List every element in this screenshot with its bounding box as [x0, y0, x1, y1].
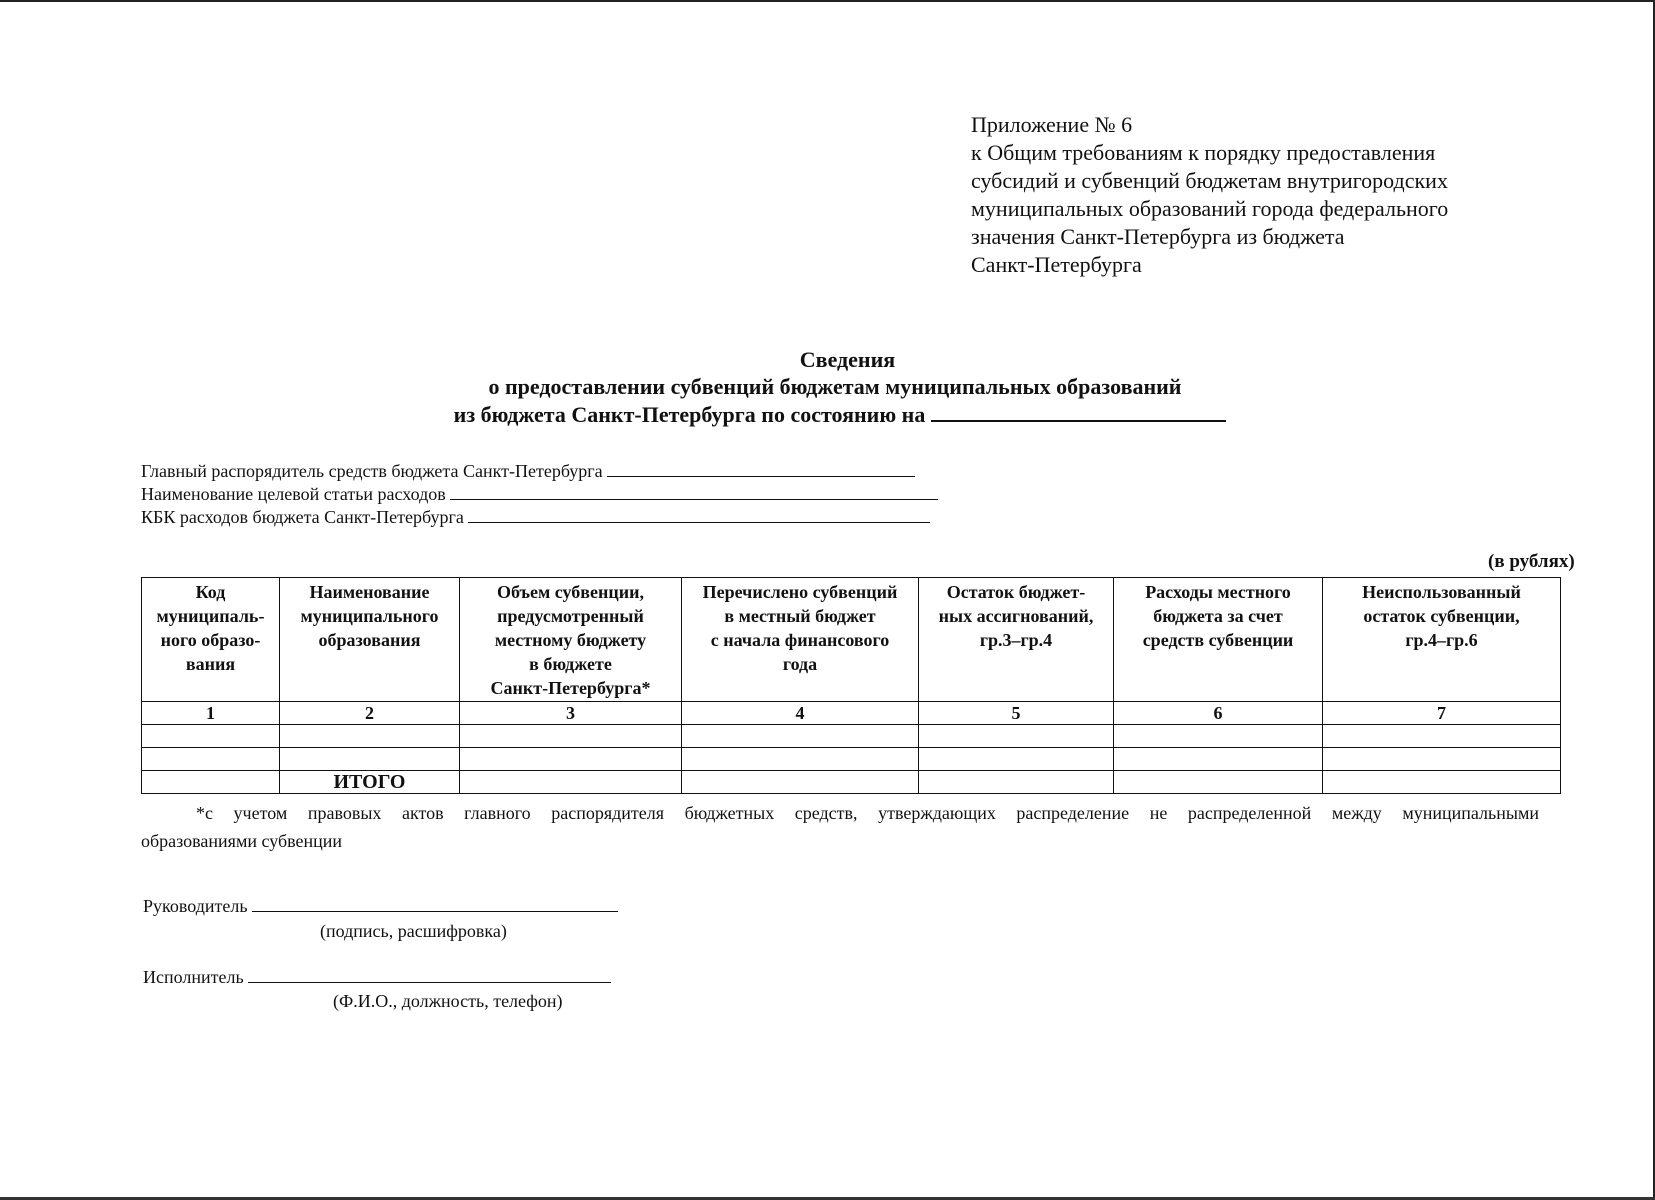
table-cell[interactable] — [682, 725, 919, 748]
table-cell[interactable] — [142, 725, 280, 748]
date-blank[interactable] — [931, 400, 1226, 422]
header-text: гр.3–гр.4 — [979, 630, 1053, 650]
appendix-line: субсидий и субвенций бюджетам внутригородских — [971, 168, 1448, 193]
table-cell[interactable] — [1114, 725, 1323, 748]
table-row — [142, 725, 1561, 748]
header-text: вания — [185, 654, 236, 674]
header-text: муниципаль- — [156, 606, 265, 626]
header-text: в бюджете — [529, 654, 612, 674]
table-cell[interactable] — [142, 748, 280, 771]
header-text: местному бюджету — [494, 630, 647, 650]
header-unused-remainder — [1323, 578, 1561, 702]
total-label: ИТОГО — [280, 771, 460, 794]
table-cell[interactable] — [142, 771, 280, 794]
head-signature — [143, 895, 618, 917]
table-header-row — [142, 578, 1561, 702]
header-text: предусмотренный — [497, 606, 644, 626]
header-fields — [141, 460, 938, 529]
appendix-line: к Общим требованиям к порядку предоставления — [971, 140, 1436, 165]
appendix-line: Санкт-Петербурга — [971, 252, 1142, 277]
title-line-2: о предоставлении субвенций бюджетам муниципальных образований — [488, 374, 1182, 399]
table-cell[interactable] — [460, 725, 682, 748]
header-text: муниципального — [300, 606, 439, 626]
header-text: Неиспользованный — [1362, 582, 1521, 602]
total-cell[interactable] — [919, 771, 1114, 794]
header-text: в местный бюджет — [724, 606, 876, 626]
header-text: года — [782, 654, 818, 674]
title-line-3 — [0, 400, 1655, 428]
table-cell[interactable] — [919, 748, 1114, 771]
header-subvention-volume — [460, 578, 682, 702]
scan-edge-top — [0, 0, 1655, 2]
footnote-line-2: образованиями субвенции — [141, 831, 343, 851]
header-text: Санкт-Петербурга* — [490, 678, 651, 698]
header-municipality-name — [280, 578, 460, 702]
header-text: ных ассигнований, — [938, 606, 1094, 626]
header-text: Наименование — [309, 582, 430, 602]
header-text: Остаток бюджет- — [946, 582, 1086, 602]
table-cell[interactable] — [1114, 748, 1323, 771]
table-cell[interactable] — [919, 725, 1114, 748]
appendix-line: муниципальных образований города федерального — [971, 196, 1449, 221]
appendix-line: Приложение № 6 — [971, 112, 1133, 137]
header-text: остаток субвенции, — [1363, 606, 1520, 626]
head-signature-blank[interactable] — [252, 895, 618, 912]
column-number-row — [142, 702, 1561, 725]
subvention-table — [141, 577, 1561, 794]
field-kbk-blank[interactable] — [468, 506, 930, 523]
table-cell[interactable] — [280, 748, 460, 771]
title-line-3-text: из бюджета Санкт-Петербурга по состоянию на — [453, 402, 926, 427]
header-text: средств субвенции — [1142, 630, 1294, 650]
header-municipality-code — [142, 578, 280, 702]
field-kbk — [141, 506, 938, 529]
header-text: образования — [318, 630, 421, 650]
field-target-article-blank[interactable] — [450, 483, 938, 500]
header-transferred — [682, 578, 919, 702]
total-cell[interactable] — [460, 771, 682, 794]
field-target-article — [141, 483, 938, 506]
table-cell[interactable] — [1323, 725, 1561, 748]
header-text: Расходы местного — [1145, 582, 1291, 602]
field-main-manager — [141, 460, 938, 483]
header-remaining-allocations — [919, 578, 1114, 702]
table-cell[interactable] — [280, 725, 460, 748]
total-cell[interactable] — [1323, 771, 1561, 794]
document-title — [0, 346, 1655, 428]
header-text: ного образо- — [160, 630, 261, 650]
header-text: с начала финансового — [710, 630, 890, 650]
column-number: 7 — [1323, 702, 1561, 725]
column-number: 6 — [1114, 702, 1323, 725]
column-number: 3 — [460, 702, 682, 725]
units-label: (в рублях) — [1488, 551, 1575, 572]
table-cell[interactable] — [682, 748, 919, 771]
executor-signature — [143, 966, 611, 988]
header-local-expenses — [1114, 578, 1323, 702]
field-main-manager-label: Главный распорядитель средств бюджета Санкт-Петербурга — [141, 461, 603, 481]
table-cell[interactable] — [1323, 748, 1561, 771]
total-cell[interactable] — [682, 771, 919, 794]
head-caption: (подпись, расшифровка) — [320, 921, 507, 941]
title-line-1: Сведения — [799, 347, 896, 372]
header-text: Объем субвенции, — [496, 582, 644, 602]
total-cell[interactable] — [1114, 771, 1323, 794]
executor-signature-blank[interactable] — [248, 966, 611, 983]
executor-label: Исполнитель — [143, 967, 244, 987]
header-text: Код — [195, 582, 226, 602]
table-row — [142, 748, 1561, 771]
header-text: бюджета за счет — [1153, 606, 1283, 626]
header-text: гр.4–гр.6 — [1405, 630, 1478, 650]
column-number: 1 — [142, 702, 280, 725]
total-row — [142, 771, 1561, 794]
field-target-article-label: Наименование целевой статьи расходов — [141, 484, 446, 504]
field-kbk-label: КБК расходов бюджета Санкт-Петербурга — [141, 507, 464, 527]
field-main-manager-blank[interactable] — [607, 460, 915, 477]
appendix-line: значения Санкт-Петербурга из бюджета — [971, 224, 1345, 249]
footnote-line-1: *с учетом правовых актов главного распорядителя бюджетных средств, утверждающих распределение не распределенной между муниципальными — [196, 803, 1539, 823]
header-text: Перечислено субвенций — [702, 582, 898, 602]
column-number: 5 — [919, 702, 1114, 725]
column-number: 4 — [682, 702, 919, 725]
head-label: Руководитель — [143, 896, 248, 916]
column-number: 2 — [280, 702, 460, 725]
table-cell[interactable] — [460, 748, 682, 771]
appendix-header — [971, 111, 1531, 279]
footnote — [141, 799, 1539, 855]
executor-caption: (Ф.И.О., должность, телефон) — [333, 991, 563, 1011]
